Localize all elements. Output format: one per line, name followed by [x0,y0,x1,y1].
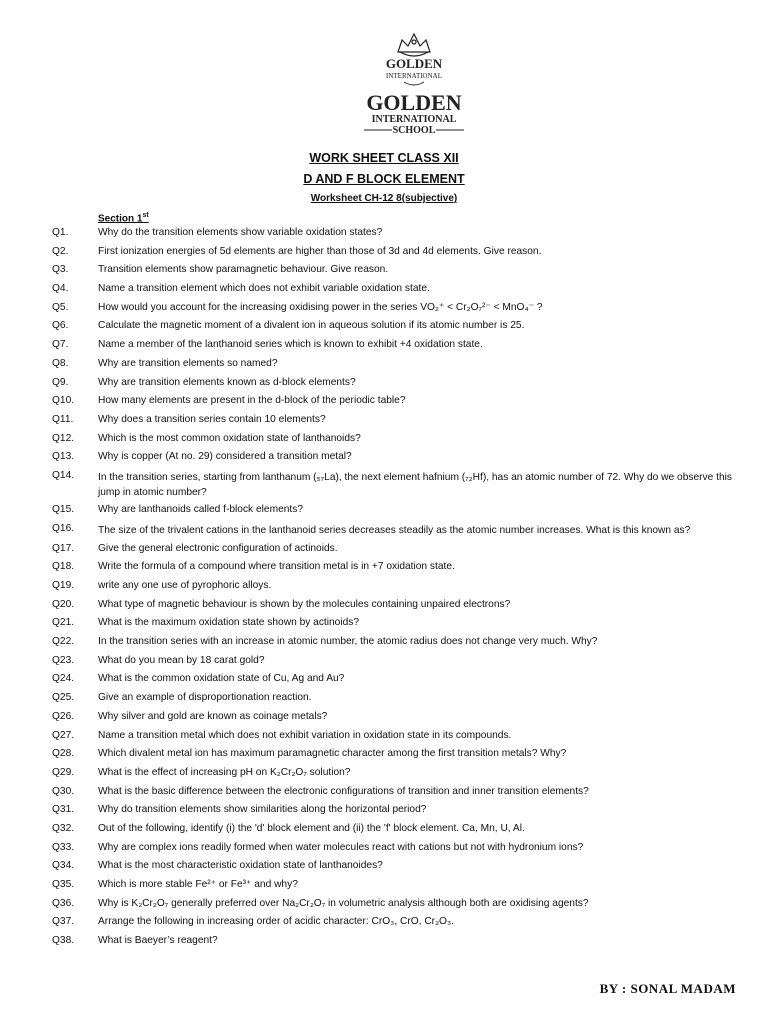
question-number: Q2. [52,245,69,257]
question-text: Name a transition element which does not exhibit variable oxidation state. [98,283,430,295]
question-text: Why are transition elements so named? [98,357,278,369]
question-number: Q13. [52,451,75,463]
question-number: Q23. [52,654,75,666]
question-row [52,543,752,555]
question-row [52,320,752,332]
question-row [52,823,752,835]
worksheet-code: Worksheet CH-12 8(subjective) [310,193,458,204]
question-text: Write the formula of a compound where transition metal is in +7 oxidation state. [98,561,455,573]
question-text: What is Baeyer’s reagent? [98,935,218,947]
section-sup: st [142,212,149,219]
question-number: Q1. [52,227,69,238]
question-text: Why silver and gold are known as coinage metals? [98,710,328,722]
author-credit: BY : SONAL MADAM [599,981,736,996]
question-text: What is the common oxidation state of Cu, Ag and Au? [98,673,345,685]
question-number: Q34. [52,860,75,872]
question-text: In the transition series with an increase in atomic number, the atomic radius does not change very much. Why? [98,636,598,648]
question-number: Q32. [52,822,75,834]
question-row [52,433,752,445]
question-list [52,227,752,954]
question-row [52,879,752,891]
question-row [52,561,752,573]
question-row [52,339,752,351]
question-text: Give the general electronic configuration of actinoids. [98,542,338,554]
question-text: Which is more stable Fe²⁺ or Fe³⁺ and why? [98,879,298,890]
question-text: What is the basic difference between the electronic configurations of transition and inner transition elements? [98,785,589,797]
question-row [52,935,752,947]
question-row [52,842,752,854]
question-row [52,655,752,667]
question-number: Q17. [52,542,75,554]
question-text: Calculate the magnetic moment of a divalent ion in aqueous solution if its atomic number is 25. [98,320,525,332]
question-text: Out of the following, identify (i) the 'd' block element and (ii) the 'f' block element. Ca, Mn, U, Al. [98,822,525,834]
question-text: In the transition series, starting from lanthanum (₅₇La), the next element hafnium (₇₂Hf), has an atomic number of 72. Why do we observe this jump in atomic number? [98,471,732,498]
logo-name-big: GOLDEN [366,90,462,115]
question-text: Why do the transition elements show variable oxidation states? [98,227,383,238]
question-number: Q12. [52,432,75,444]
question-row [52,264,752,276]
question-number: Q10. [52,395,75,407]
question-row [52,617,752,629]
logo-text-top: GOLDEN [385,56,443,71]
question-number: Q4. [52,283,69,295]
question-text: Which is the most common oxidation state of lanthanoids? [98,432,361,444]
question-row [52,302,752,314]
question-row [52,227,752,239]
question-text: Why is copper (At no. 29) considered a transition metal? [98,451,352,463]
question-row [52,804,752,816]
question-number: Q38. [52,935,75,947]
question-row [52,246,752,258]
question-row [52,711,752,723]
question-text: Why are transition elements known as d-block elements? [98,376,356,388]
question-text: Transition elements show paramagnetic behaviour. Give reason. [98,264,389,276]
question-row [52,395,752,407]
question-text: What type of magnetic behaviour is shown by the molecules containing unpaired electrons? [98,598,511,610]
question-text: Why does a transition series contain 10 elements? [98,413,326,425]
question-text: What is the most characteristic oxidation state of lanthanoides? [98,860,383,872]
question-number: Q21. [52,617,75,629]
question-number: Q35. [52,879,75,890]
question-text: How many elements are present in the d-block of the periodic table? [98,395,406,407]
question-text: Give an example of disproportionation reaction. [98,692,312,704]
question-number: Q14. [52,469,75,481]
question-number: Q8. [52,357,69,369]
logo-name-mid: INTERNATIONAL [371,114,457,125]
question-row [52,414,752,426]
worksheet-title: WORK SHEET CLASS XII [309,151,459,165]
question-row [52,283,752,295]
question-text: First ionization energies of 5d elements are higher than those of 3d and 4d elements. Give reason. [98,245,542,257]
question-number: Q6. [52,320,69,332]
question-number: Q36. [52,897,75,909]
question-text: What is the maximum oxidation state shown by actinoids? [98,617,360,629]
question-row [52,504,752,516]
question-row [52,470,752,500]
question-text: Arrange the following in increasing order of acidic character: CrO₃, CrO, Cr₂O₃. [98,916,454,928]
question-row [52,786,752,798]
question-number: Q16. [52,523,75,535]
question-row [52,451,752,463]
question-number: Q37. [52,916,75,928]
question-row [52,898,752,910]
question-number: Q24. [52,673,75,685]
question-row [52,916,752,928]
school-logo [346,30,482,136]
question-row [52,358,752,370]
question-number: Q3. [52,264,69,276]
question-text: Why are complex ions readily formed when water molecules react with cations but not with hydronium ions? [98,841,584,853]
question-number: Q31. [52,804,75,816]
logo-text-small: INTERNATIONAL [386,72,442,80]
question-number: Q26. [52,710,75,722]
section-label: Section 1 [98,213,143,225]
question-row [52,860,752,872]
question-number: Q22. [52,636,75,648]
section-heading [98,212,149,224]
question-row [52,673,752,685]
question-number: Q18. [52,561,75,573]
question-text: How would you account for the increasing oxidising power in the series VO₂⁺ < Cr₂O₇²⁻ < MnO₄⁻ ? [98,301,543,313]
logo-name-small: SCHOOL [392,125,436,136]
question-row [52,599,752,611]
question-row [52,636,752,648]
question-number: Q27. [52,729,75,741]
question-text: What is the effect of increasing pH on K₂Cr₂O₇ solution? [98,766,351,778]
question-text: Name a transition metal which does not exhibit variation in oxidation state in its compounds. [98,729,512,741]
worksheet-subtitle: D AND F BLOCK ELEMENT [303,172,465,186]
question-number: Q29. [52,766,75,778]
question-number: Q25. [52,692,75,704]
question-text: write any one use of pyrophoric alloys. [98,580,272,591]
question-number: Q9. [52,376,69,388]
question-text: What do you mean by 18 carat gold? [98,654,265,666]
question-row [52,523,752,538]
question-row [52,692,752,704]
question-number: Q7. [52,339,69,351]
question-number: Q30. [52,785,75,797]
question-row [52,730,752,742]
question-text: Name a member of the lanthanoid series which is known to exhibit +4 oxidation state. [98,339,483,351]
question-row [52,580,752,592]
question-row [52,767,752,779]
question-text: The size of the trivalent cations in the lanthanoid series decreases steadily as the atomic number increases. What is this known as? [98,525,691,537]
question-number: Q15. [52,504,75,516]
question-number: Q19. [52,580,75,591]
question-number: Q33. [52,841,75,853]
question-text: Why do transition elements show similarities along the horizontal period? [98,804,427,816]
question-row [52,377,752,389]
question-text: Why are lanthanoids called f-block elements? [98,504,303,516]
question-text: Why is K₂Cr₂O₇ generally preferred over Na₂Cr₂O₇ in volumetric analysis although both are oxidising agents? [98,897,589,909]
question-row [52,748,752,760]
question-number: Q28. [52,748,75,760]
question-text: Which divalent metal ion has maximum paramagnetic character among the first transition metals? Why? [98,748,567,760]
question-number: Q20. [52,598,75,610]
question-number: Q5. [52,301,69,313]
question-number: Q11. [52,413,74,425]
